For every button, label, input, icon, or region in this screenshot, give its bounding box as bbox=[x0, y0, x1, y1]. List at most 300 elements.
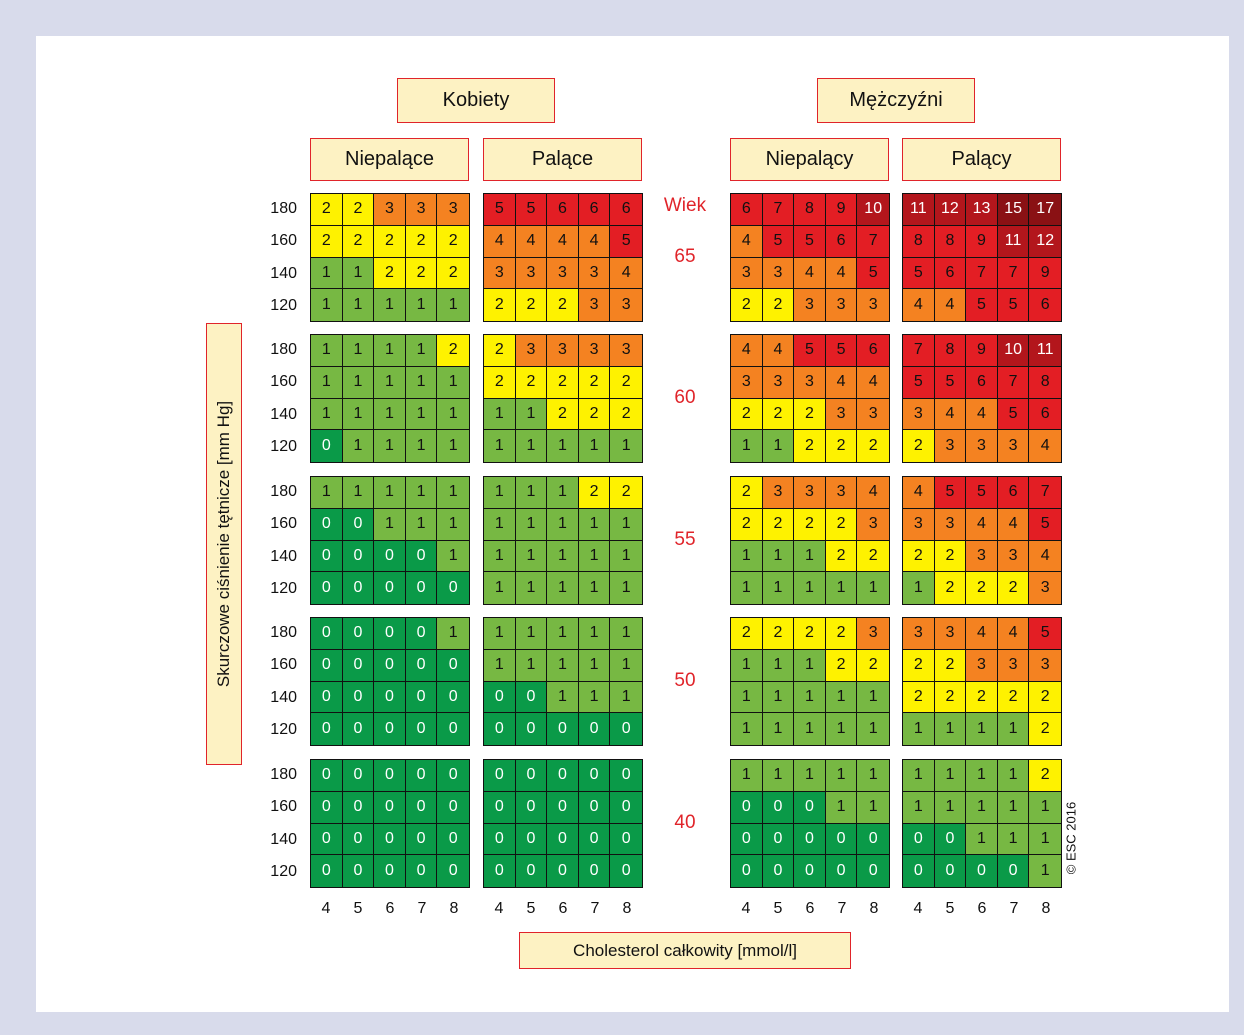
risk-cell: 1 bbox=[998, 760, 1030, 792]
risk-cell: 1 bbox=[998, 792, 1030, 824]
risk-grid bbox=[310, 334, 470, 463]
risk-cell: 4 bbox=[998, 509, 1030, 541]
risk-cell: 3 bbox=[484, 258, 516, 290]
risk-cell: 1 bbox=[516, 430, 548, 462]
risk-cell: 2 bbox=[731, 509, 763, 541]
risk-cell: 0 bbox=[437, 824, 469, 856]
risk-cell: 1 bbox=[763, 572, 795, 604]
risk-cell: 2 bbox=[763, 509, 795, 541]
risk-cell: 0 bbox=[547, 855, 579, 887]
risk-cell: 6 bbox=[1029, 289, 1061, 321]
risk-cell: 1 bbox=[343, 367, 375, 399]
risk-cell: 6 bbox=[547, 194, 579, 226]
risk-cell: 0 bbox=[516, 682, 548, 714]
sbp-tick-label: 140 bbox=[270, 547, 297, 565]
cholesterol-tick-label: 4 bbox=[494, 900, 504, 917]
risk-cell: 4 bbox=[966, 399, 998, 431]
risk-cell: 0 bbox=[516, 855, 548, 887]
risk-cell: 0 bbox=[311, 618, 343, 650]
risk-cell: 1 bbox=[374, 367, 406, 399]
risk-cell: 3 bbox=[610, 335, 642, 367]
risk-cell: 0 bbox=[731, 824, 763, 856]
risk-cell: 2 bbox=[966, 572, 998, 604]
cholesterol-tick-label: 7 bbox=[1009, 900, 1019, 917]
risk-cell: 1 bbox=[579, 650, 611, 682]
risk-cell: 2 bbox=[610, 477, 642, 509]
risk-cell: 0 bbox=[935, 824, 967, 856]
risk-cell: 2 bbox=[903, 430, 935, 462]
risk-cell: 15 bbox=[998, 194, 1030, 226]
risk-cell: 2 bbox=[731, 477, 763, 509]
risk-cell: 1 bbox=[484, 430, 516, 462]
risk-cell: 0 bbox=[343, 572, 375, 604]
risk-cell: 1 bbox=[610, 572, 642, 604]
risk-cell: 1 bbox=[966, 792, 998, 824]
risk-cell: 2 bbox=[935, 682, 967, 714]
risk-cell: 3 bbox=[516, 335, 548, 367]
risk-cell: 5 bbox=[998, 289, 1030, 321]
risk-cell: 1 bbox=[857, 760, 889, 792]
risk-cell: 1 bbox=[794, 682, 826, 714]
risk-cell: 3 bbox=[826, 477, 858, 509]
risk-cell: 3 bbox=[857, 289, 889, 321]
risk-cell: 0 bbox=[484, 682, 516, 714]
risk-cell: 4 bbox=[547, 226, 579, 258]
risk-cell: 5 bbox=[516, 194, 548, 226]
risk-cell: 9 bbox=[826, 194, 858, 226]
risk-cell: 1 bbox=[547, 541, 579, 573]
risk-cell: 2 bbox=[966, 682, 998, 714]
risk-cell: 4 bbox=[966, 509, 998, 541]
cholesterol-tick-label: 8 bbox=[449, 900, 459, 917]
risk-cell: 2 bbox=[903, 650, 935, 682]
risk-cell: 7 bbox=[857, 226, 889, 258]
risk-cell: 12 bbox=[935, 194, 967, 226]
risk-cell: 0 bbox=[794, 792, 826, 824]
risk-cell: 1 bbox=[484, 509, 516, 541]
cholesterol-tick-label: 4 bbox=[321, 900, 331, 917]
risk-cell: 1 bbox=[935, 713, 967, 745]
risk-cell: 0 bbox=[610, 824, 642, 856]
risk-cell: 1 bbox=[966, 824, 998, 856]
risk-cell: 11 bbox=[903, 194, 935, 226]
risk-cell: 3 bbox=[579, 258, 611, 290]
risk-cell: 0 bbox=[579, 760, 611, 792]
risk-grid bbox=[902, 476, 1062, 605]
risk-cell: 6 bbox=[731, 194, 763, 226]
risk-cell: 9 bbox=[966, 226, 998, 258]
risk-cell: 1 bbox=[311, 335, 343, 367]
risk-cell: 1 bbox=[579, 541, 611, 573]
risk-cell: 1 bbox=[857, 713, 889, 745]
risk-cell: 8 bbox=[935, 335, 967, 367]
risk-cell: 1 bbox=[794, 650, 826, 682]
risk-cell: 1 bbox=[903, 792, 935, 824]
risk-cell: 0 bbox=[343, 509, 375, 541]
risk-cell: 2 bbox=[437, 226, 469, 258]
sbp-tick-label: 180 bbox=[270, 483, 297, 501]
risk-cell: 0 bbox=[437, 855, 469, 887]
risk-cell: 0 bbox=[343, 792, 375, 824]
risk-cell: 1 bbox=[903, 760, 935, 792]
copyright-notice: © ESC 2016 bbox=[1063, 801, 1079, 875]
risk-cell: 0 bbox=[516, 792, 548, 824]
risk-cell: 3 bbox=[903, 509, 935, 541]
risk-cell: 0 bbox=[311, 713, 343, 745]
risk-cell: 0 bbox=[610, 713, 642, 745]
risk-cell: 2 bbox=[794, 618, 826, 650]
subgroup-header: Palący bbox=[902, 138, 1061, 181]
risk-cell: 1 bbox=[374, 509, 406, 541]
risk-cell: 0 bbox=[547, 824, 579, 856]
risk-cell: 1 bbox=[437, 289, 469, 321]
risk-cell: 0 bbox=[610, 792, 642, 824]
risk-cell: 1 bbox=[437, 367, 469, 399]
risk-cell: 2 bbox=[547, 399, 579, 431]
risk-cell: 4 bbox=[763, 335, 795, 367]
risk-cell: 4 bbox=[579, 226, 611, 258]
sbp-tick-label: 140 bbox=[270, 405, 297, 423]
risk-cell: 1 bbox=[374, 430, 406, 462]
risk-cell: 0 bbox=[343, 855, 375, 887]
risk-cell: 2 bbox=[826, 618, 858, 650]
sbp-tick-label: 120 bbox=[270, 720, 297, 738]
risk-cell: 1 bbox=[343, 477, 375, 509]
risk-cell: 0 bbox=[484, 713, 516, 745]
risk-cell: 1 bbox=[935, 792, 967, 824]
risk-cell: 3 bbox=[731, 367, 763, 399]
group-header-women: Kobiety bbox=[397, 78, 555, 123]
risk-cell: 0 bbox=[406, 713, 438, 745]
risk-cell: 2 bbox=[794, 509, 826, 541]
risk-cell: 2 bbox=[579, 399, 611, 431]
risk-cell: 2 bbox=[826, 509, 858, 541]
risk-cell: 7 bbox=[903, 335, 935, 367]
risk-cell: 1 bbox=[579, 572, 611, 604]
risk-cell: 1 bbox=[547, 509, 579, 541]
risk-grid bbox=[483, 193, 643, 322]
risk-grid bbox=[902, 759, 1062, 888]
risk-cell: 1 bbox=[547, 650, 579, 682]
subgroup-header: Palące bbox=[483, 138, 642, 181]
risk-cell: 7 bbox=[998, 258, 1030, 290]
risk-cell: 2 bbox=[437, 335, 469, 367]
risk-cell: 0 bbox=[437, 792, 469, 824]
risk-cell: 1 bbox=[343, 258, 375, 290]
risk-cell: 5 bbox=[794, 335, 826, 367]
risk-grid bbox=[310, 759, 470, 888]
sbp-tick-label: 120 bbox=[270, 437, 297, 455]
risk-cell: 1 bbox=[437, 618, 469, 650]
sbp-tick-label: 160 bbox=[270, 656, 297, 674]
risk-cell: 10 bbox=[857, 194, 889, 226]
risk-cell: 2 bbox=[935, 541, 967, 573]
risk-cell: 1 bbox=[406, 430, 438, 462]
risk-cell: 1 bbox=[547, 572, 579, 604]
age-label: 50 bbox=[674, 669, 696, 691]
risk-cell: 1 bbox=[998, 713, 1030, 745]
sbp-tick-label: 140 bbox=[270, 264, 297, 282]
cholesterol-tick-label: 7 bbox=[590, 900, 600, 917]
risk-cell: 3 bbox=[826, 289, 858, 321]
risk-cell: 0 bbox=[311, 855, 343, 887]
risk-cell: 0 bbox=[343, 650, 375, 682]
cholesterol-tick-label: 6 bbox=[385, 900, 395, 917]
risk-cell: 1 bbox=[610, 618, 642, 650]
risk-cell: 4 bbox=[857, 477, 889, 509]
cholesterol-tick-label: 7 bbox=[837, 900, 847, 917]
risk-cell: 1 bbox=[857, 792, 889, 824]
risk-cell: 11 bbox=[1029, 335, 1061, 367]
risk-cell: 3 bbox=[935, 618, 967, 650]
risk-cell: 0 bbox=[374, 682, 406, 714]
risk-cell: 3 bbox=[547, 335, 579, 367]
risk-cell: 1 bbox=[406, 289, 438, 321]
risk-cell: 3 bbox=[763, 367, 795, 399]
risk-cell: 1 bbox=[516, 399, 548, 431]
risk-cell: 2 bbox=[826, 650, 858, 682]
cholesterol-tick-label: 4 bbox=[741, 900, 751, 917]
risk-cell: 3 bbox=[998, 541, 1030, 573]
risk-cell: 5 bbox=[610, 226, 642, 258]
risk-cell: 3 bbox=[903, 399, 935, 431]
risk-cell: 1 bbox=[311, 477, 343, 509]
sbp-tick-label: 160 bbox=[270, 373, 297, 391]
risk-cell: 8 bbox=[1029, 367, 1061, 399]
risk-cell: 5 bbox=[1029, 509, 1061, 541]
risk-cell: 4 bbox=[1029, 541, 1061, 573]
risk-cell: 6 bbox=[935, 258, 967, 290]
risk-cell: 3 bbox=[763, 258, 795, 290]
risk-cell: 3 bbox=[935, 509, 967, 541]
risk-cell: 0 bbox=[610, 760, 642, 792]
risk-cell: 1 bbox=[826, 760, 858, 792]
risk-cell: 0 bbox=[437, 650, 469, 682]
sbp-tick-label: 180 bbox=[270, 200, 297, 218]
risk-cell: 0 bbox=[516, 824, 548, 856]
risk-cell: 1 bbox=[516, 509, 548, 541]
risk-cell: 3 bbox=[579, 335, 611, 367]
risk-cell: 2 bbox=[763, 289, 795, 321]
risk-cell: 0 bbox=[343, 760, 375, 792]
risk-cell: 2 bbox=[763, 618, 795, 650]
risk-cell: 2 bbox=[903, 682, 935, 714]
risk-cell: 0 bbox=[484, 792, 516, 824]
sbp-tick-label: 180 bbox=[270, 624, 297, 642]
risk-cell: 1 bbox=[547, 430, 579, 462]
risk-cell: 2 bbox=[343, 226, 375, 258]
risk-cell: 2 bbox=[1029, 713, 1061, 745]
risk-cell: 11 bbox=[998, 226, 1030, 258]
risk-cell: 5 bbox=[826, 335, 858, 367]
risk-cell: 0 bbox=[374, 541, 406, 573]
risk-cell: 0 bbox=[935, 855, 967, 887]
risk-cell: 12 bbox=[1029, 226, 1061, 258]
risk-cell: 2 bbox=[579, 367, 611, 399]
risk-cell: 0 bbox=[406, 792, 438, 824]
risk-cell: 8 bbox=[935, 226, 967, 258]
risk-cell: 1 bbox=[484, 541, 516, 573]
risk-cell: 0 bbox=[484, 824, 516, 856]
risk-cell: 2 bbox=[857, 650, 889, 682]
sbp-tick-label: 180 bbox=[270, 341, 297, 359]
risk-cell: 6 bbox=[966, 367, 998, 399]
risk-cell: 0 bbox=[903, 855, 935, 887]
risk-grid bbox=[310, 476, 470, 605]
risk-cell: 1 bbox=[857, 682, 889, 714]
risk-cell: 6 bbox=[998, 477, 1030, 509]
risk-cell: 2 bbox=[516, 367, 548, 399]
sbp-tick-label: 120 bbox=[270, 862, 297, 880]
risk-cell: 2 bbox=[1029, 682, 1061, 714]
risk-cell: 7 bbox=[1029, 477, 1061, 509]
risk-cell: 5 bbox=[935, 477, 967, 509]
risk-cell: 1 bbox=[794, 713, 826, 745]
risk-cell: 7 bbox=[966, 258, 998, 290]
risk-cell: 3 bbox=[998, 430, 1030, 462]
risk-cell: 0 bbox=[406, 760, 438, 792]
risk-cell: 2 bbox=[547, 289, 579, 321]
risk-cell: 1 bbox=[966, 760, 998, 792]
risk-cell: 0 bbox=[311, 430, 343, 462]
risk-cell: 2 bbox=[343, 194, 375, 226]
risk-cell: 2 bbox=[579, 477, 611, 509]
risk-cell: 4 bbox=[484, 226, 516, 258]
risk-cell: 0 bbox=[484, 855, 516, 887]
risk-cell: 4 bbox=[516, 226, 548, 258]
risk-grid bbox=[483, 476, 643, 605]
risk-cell: 2 bbox=[731, 289, 763, 321]
risk-cell: 0 bbox=[763, 855, 795, 887]
cholesterol-tick-label: 6 bbox=[977, 900, 987, 917]
risk-cell: 1 bbox=[731, 760, 763, 792]
age-label: 60 bbox=[674, 386, 696, 408]
cholesterol-tick-label: 8 bbox=[622, 900, 632, 917]
risk-cell: 3 bbox=[966, 541, 998, 573]
risk-cell: 4 bbox=[731, 226, 763, 258]
risk-cell: 0 bbox=[406, 572, 438, 604]
risk-cell: 2 bbox=[826, 541, 858, 573]
risk-cell: 3 bbox=[903, 618, 935, 650]
risk-cell: 1 bbox=[406, 399, 438, 431]
risk-cell: 0 bbox=[763, 792, 795, 824]
risk-cell: 5 bbox=[484, 194, 516, 226]
risk-cell: 0 bbox=[406, 682, 438, 714]
risk-cell: 5 bbox=[966, 289, 998, 321]
risk-cell: 1 bbox=[311, 399, 343, 431]
risk-cell: 0 bbox=[579, 713, 611, 745]
risk-cell: 1 bbox=[1029, 824, 1061, 856]
sbp-tick-label: 120 bbox=[270, 296, 297, 314]
risk-cell: 3 bbox=[857, 618, 889, 650]
x-axis-label: Cholesterol całkowity [mmol/l] bbox=[519, 932, 851, 969]
cholesterol-tick-label: 5 bbox=[773, 900, 783, 917]
risk-cell: 3 bbox=[1029, 572, 1061, 604]
risk-grid bbox=[730, 759, 890, 888]
risk-cell: 1 bbox=[406, 477, 438, 509]
risk-cell: 0 bbox=[610, 855, 642, 887]
risk-cell: 1 bbox=[794, 541, 826, 573]
risk-cell: 1 bbox=[763, 650, 795, 682]
risk-cell: 0 bbox=[374, 855, 406, 887]
risk-cell: 1 bbox=[579, 509, 611, 541]
risk-cell: 0 bbox=[374, 618, 406, 650]
risk-cell: 1 bbox=[966, 713, 998, 745]
risk-cell: 2 bbox=[374, 226, 406, 258]
sbp-tick-label: 160 bbox=[270, 232, 297, 250]
risk-cell: 1 bbox=[516, 650, 548, 682]
risk-cell: 1 bbox=[826, 572, 858, 604]
risk-cell: 1 bbox=[406, 367, 438, 399]
risk-cell: 0 bbox=[374, 792, 406, 824]
risk-grid bbox=[902, 617, 1062, 746]
risk-cell: 1 bbox=[794, 760, 826, 792]
risk-cell: 0 bbox=[343, 824, 375, 856]
age-label: 55 bbox=[674, 528, 696, 550]
risk-cell: 5 bbox=[763, 226, 795, 258]
risk-cell: 1 bbox=[374, 477, 406, 509]
risk-cell: 0 bbox=[794, 824, 826, 856]
risk-cell: 1 bbox=[311, 367, 343, 399]
risk-cell: 2 bbox=[484, 367, 516, 399]
risk-cell: 1 bbox=[794, 572, 826, 604]
cholesterol-tick-label: 5 bbox=[945, 900, 955, 917]
cholesterol-tick-label: 7 bbox=[417, 900, 427, 917]
risk-cell: 2 bbox=[998, 572, 1030, 604]
risk-cell: 4 bbox=[935, 399, 967, 431]
risk-cell: 3 bbox=[857, 399, 889, 431]
risk-grid bbox=[730, 193, 890, 322]
sbp-tick-label: 160 bbox=[270, 798, 297, 816]
risk-cell: 1 bbox=[484, 477, 516, 509]
risk-cell: 2 bbox=[374, 258, 406, 290]
risk-cell: 1 bbox=[731, 541, 763, 573]
risk-cell: 0 bbox=[579, 792, 611, 824]
risk-cell: 2 bbox=[857, 430, 889, 462]
risk-cell: 1 bbox=[343, 289, 375, 321]
risk-cell: 2 bbox=[826, 430, 858, 462]
risk-cell: 1 bbox=[763, 713, 795, 745]
risk-cell: 0 bbox=[343, 713, 375, 745]
risk-cell: 1 bbox=[763, 682, 795, 714]
risk-cell: 0 bbox=[547, 760, 579, 792]
risk-cell: 0 bbox=[374, 824, 406, 856]
risk-cell: 0 bbox=[903, 824, 935, 856]
risk-cell: 5 bbox=[794, 226, 826, 258]
risk-cell: 3 bbox=[794, 289, 826, 321]
risk-cell: 0 bbox=[374, 713, 406, 745]
risk-cell: 3 bbox=[374, 194, 406, 226]
risk-cell: 0 bbox=[311, 824, 343, 856]
risk-cell: 1 bbox=[484, 618, 516, 650]
risk-cell: 1 bbox=[343, 430, 375, 462]
risk-cell: 0 bbox=[857, 824, 889, 856]
risk-cell: 2 bbox=[547, 367, 579, 399]
risk-cell: 1 bbox=[610, 541, 642, 573]
risk-cell: 1 bbox=[484, 572, 516, 604]
risk-cell: 0 bbox=[406, 618, 438, 650]
risk-cell: 2 bbox=[484, 289, 516, 321]
risk-cell: 5 bbox=[935, 367, 967, 399]
risk-cell: 10 bbox=[998, 335, 1030, 367]
risk-cell: 6 bbox=[579, 194, 611, 226]
risk-cell: 1 bbox=[935, 760, 967, 792]
risk-cell: 9 bbox=[966, 335, 998, 367]
risk-cell: 2 bbox=[1029, 760, 1061, 792]
age-label: 40 bbox=[674, 811, 696, 833]
risk-cell: 0 bbox=[374, 650, 406, 682]
subgroup-header: Niepalący bbox=[730, 138, 889, 181]
